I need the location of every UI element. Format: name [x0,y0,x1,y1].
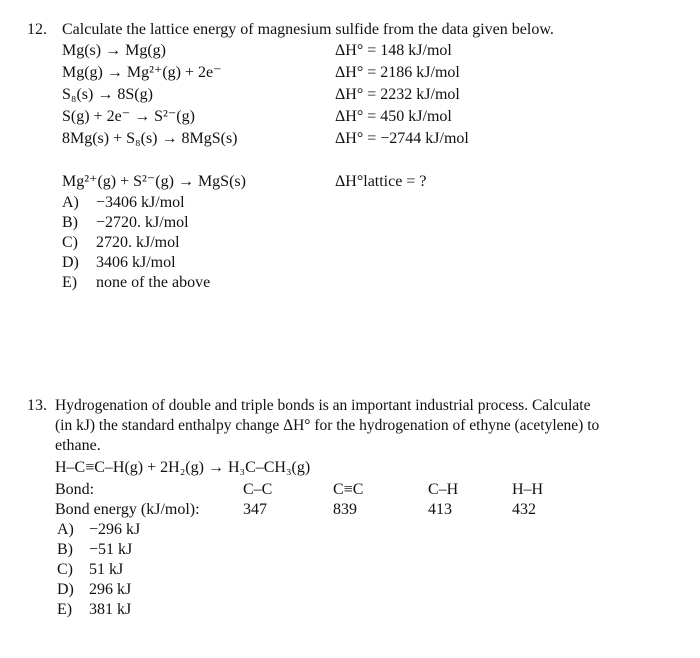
q12-choice-e-text: none of the above [96,274,211,291]
q13-table-energy-cc: 347 [243,501,267,518]
q12-target-equation: Mg²⁺(g) + S²⁻(g) → MgS(s) [62,173,246,190]
q13-choice-e-text: 381 kJ [89,601,132,618]
q13-choice-a-letter: A) [57,521,74,538]
q12-reaction-5-enthalpy: ΔH° = −2744 kJ/mol [335,130,469,147]
q12-reaction-4-enthalpy: ΔH° = 450 kJ/mol [335,108,452,125]
q12-reaction-2-equation: Mg(g) → Mg²⁺(g) + 2e⁻ [62,64,222,81]
q12-choice-e-letter: E) [62,274,78,291]
q13-choice-b-letter: B) [57,541,73,558]
q13-stem-line-2: (in kJ) the standard enthalpy change ΔH° for the hydrogenation of ethyne (acetylene) to [55,417,600,434]
q12-reaction-1-enthalpy: ΔH° = 148 kJ/mol [335,42,452,59]
q12-choice-d-letter: D) [62,254,79,271]
q13-choice-d-letter: D) [57,581,74,598]
q13-reaction: H–C≡C–H(g) + 2H₂(g) → H₃C–CH₃(g) [55,459,311,476]
q12-choice-c-text: 2720. kJ/mol [96,234,180,251]
q13-number: 13. [27,397,47,414]
q12-choice-b-letter: B) [62,214,78,231]
q13-table-bond-ch: C–H [428,481,459,498]
q13-choice-c-letter: C) [57,561,73,578]
q13-choice-c-text: 51 kJ [89,561,124,578]
q12-number: 12. [27,21,47,38]
q12-reaction-1-equation: Mg(s) → Mg(g) [62,42,166,59]
q12-choice-a-letter: A) [62,194,79,211]
q13-table-energy-c-triple-c: 839 [333,501,357,518]
q12-choice-b-text: −2720. kJ/mol [96,214,189,231]
q13-table-bond-hh: H–H [512,481,544,498]
q13-table-energy-hh: 432 [512,501,536,518]
q12-stem: Calculate the lattice energy of magnesium sulfide from the data given below. [62,21,554,38]
q12-choice-c-letter: C) [62,234,78,251]
q13-stem-line-3: ethane. [55,437,101,454]
q13-table-bond-c-triple-c: C≡C [333,481,364,498]
q13-table-bond-label: Bond: [55,481,95,498]
q13-choice-a-text: −296 kJ [89,521,141,538]
q12-reaction-5-equation: 8Mg(s) + S₈(s) → 8MgS(s) [62,130,238,147]
q12-target-enthalpy: ΔH°lattice = ? [335,173,427,190]
q13-choice-d-text: 296 kJ [89,581,132,598]
q12-choice-a-text: −3406 kJ/mol [96,194,185,211]
q12-reaction-3-equation: S₈(s) → 8S(g) [62,86,153,103]
q13-choice-b-text: −51 kJ [89,541,133,558]
q13-stem-line-1: Hydrogenation of double and triple bonds is an important industrial process. Calculate [55,397,591,414]
q12-reaction-3-enthalpy: ΔH° = 2232 kJ/mol [335,86,460,103]
q13-table-bond-cc: C–C [243,481,273,498]
q13-table-energy-ch: 413 [428,501,452,518]
q12-choice-d-text: 3406 kJ/mol [96,254,176,271]
q13-choice-e-letter: E) [57,601,73,618]
q12-reaction-2-enthalpy: ΔH° = 2186 kJ/mol [335,64,460,81]
q12-reaction-4-equation: S(g) + 2e⁻ → S²⁻(g) [62,108,195,125]
q13-table-energy-label: Bond energy (kJ/mol): [55,501,200,518]
